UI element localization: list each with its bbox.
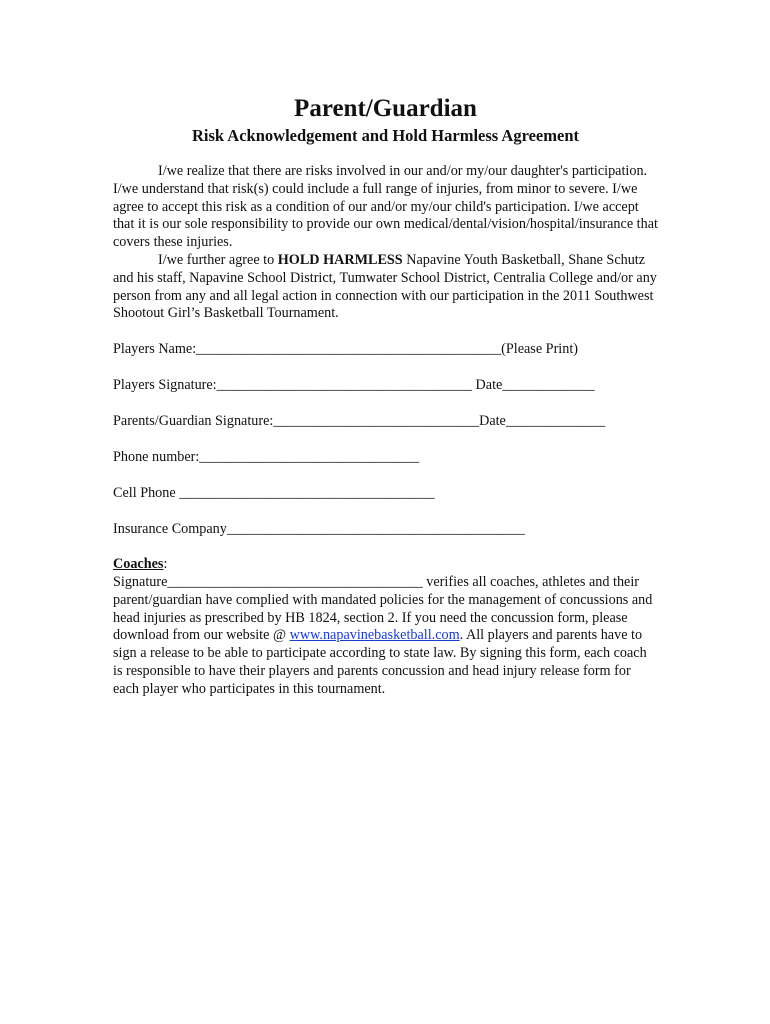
players-signature-field[interactable]: Players Signature:____________________________________ Date_____________ — [113, 377, 595, 394]
risk-paragraph: I/we realize that there are risks involved in our and/or my/our daughter's participation. I/we understand that risk(s) could include a full range of injuries, from minor to severe. I/we agree to accept this risk as a condition of our and/or my/our child's participation. I/we accept that it is our sole responsibility to provide our own medical/dental/vision/hospital/insurance that covers these injuries. — [113, 163, 658, 251]
signature-fields — [113, 340, 658, 538]
coaches-section — [113, 556, 658, 698]
website-link[interactable]: www.napavinebasketball.com — [289, 627, 460, 644]
cell-phone-field[interactable]: Cell Phone ____________________________________ — [113, 485, 435, 502]
hold-harmless-rest: Napavine Youth Basketball, Shane Schutz and his staff, Napavine School District, Tumwater School District, Centralia College and/or any person from any and all legal action in connection with our participation in the 2011 Southwest Shootout Girl’s Basketball Tournament. — [113, 251, 657, 322]
insurance-company-field[interactable]: Insurance Company__________________________________________ — [113, 521, 525, 538]
hold-harmless-lead: I/we further agree to — [158, 251, 278, 268]
coaches-text-after-link: . All players and parents have to sign a release to be able to participate according to state law. By signing this form, each coach is responsible to have their players and parents concussion and head injury release form for each player who participates in this tournament. — [113, 627, 647, 697]
phone-number-field[interactable]: Phone number:_______________________________ — [113, 449, 420, 466]
coaches-text: Signature____________________________________ verifies all coaches, athletes and their parent/guardian have complied with mandated policies for the management of concussions and head injuries as prescribed by HB 1824, section 2. If you need the concussion form, please download from our website @ — [113, 573, 653, 644]
coaches-heading: Coaches — [113, 556, 164, 573]
coaches-colon: : — [163, 556, 168, 573]
page-subtitle: Risk Acknowledgement and Hold Harmless Agreement — [192, 126, 579, 145]
hold-harmless-paragraph — [113, 252, 658, 323]
document-page — [113, 94, 658, 699]
hold-harmless-bold: HOLD HARMLESS — [277, 251, 403, 268]
page-title: Parent/Guardian — [294, 95, 477, 122]
parents-signature-field[interactable]: Parents/Guardian Signature:_____________________________Date______________ — [113, 413, 606, 430]
players-name-field[interactable]: Players Name:___________________________________________(Please Print) — [113, 341, 578, 358]
